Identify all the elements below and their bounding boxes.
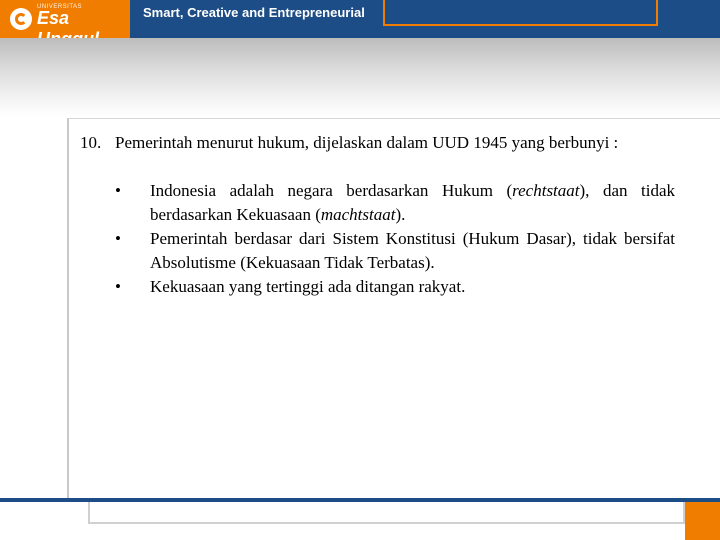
bullet-italic-term: machtstaat bbox=[320, 205, 396, 224]
bullet-list bbox=[115, 179, 675, 299]
item-number: 10. bbox=[80, 133, 102, 152]
logo-text: Esa bbox=[37, 8, 70, 28]
footer-accent bbox=[685, 502, 720, 540]
bullet-icon: • bbox=[115, 181, 121, 200]
logo-small-text: UNIVERSITAS bbox=[37, 4, 83, 10]
footer-bottom bbox=[0, 524, 685, 540]
gray-gradient-band bbox=[0, 38, 720, 118]
bullet-text: Pemerintah berdasar dari Sistem Konstitusi (Hukum Dasar), tidak bersifat Absolutisme (Kekuasaan Tidak Terbatas). bbox=[150, 229, 675, 272]
content-frame bbox=[67, 118, 720, 498]
list-item bbox=[115, 227, 675, 275]
bullet-italic-term: rechtstaat bbox=[512, 181, 580, 200]
header-frame-decoration bbox=[383, 0, 658, 26]
bullet-text-part: Indonesia adalah negara berdasarkan Hukum ( bbox=[150, 181, 513, 200]
bullet-text-part: ). bbox=[395, 205, 406, 224]
logo-icon bbox=[10, 8, 32, 30]
item-text: Pemerintah menurut hukum, dijelaskan dalam UUD 1945 yang berbunyi : bbox=[115, 133, 619, 152]
header-bar bbox=[0, 0, 720, 38]
footer-bar bbox=[88, 502, 685, 524]
list-item bbox=[115, 179, 675, 227]
tagline: Smart, Creative and Entrepreneurial bbox=[143, 5, 365, 20]
bullet-icon: • bbox=[115, 229, 121, 248]
bullet-text: Kekuasaan yang tertinggi ada ditangan rakyat. bbox=[150, 277, 466, 296]
logo bbox=[0, 0, 130, 38]
bullet-text bbox=[150, 179, 675, 227]
bullet-text-part: ), dan tidak berdasarkan Kekuasaan ( bbox=[150, 181, 676, 224]
bullet-icon: • bbox=[115, 277, 121, 296]
list-item bbox=[115, 275, 675, 299]
